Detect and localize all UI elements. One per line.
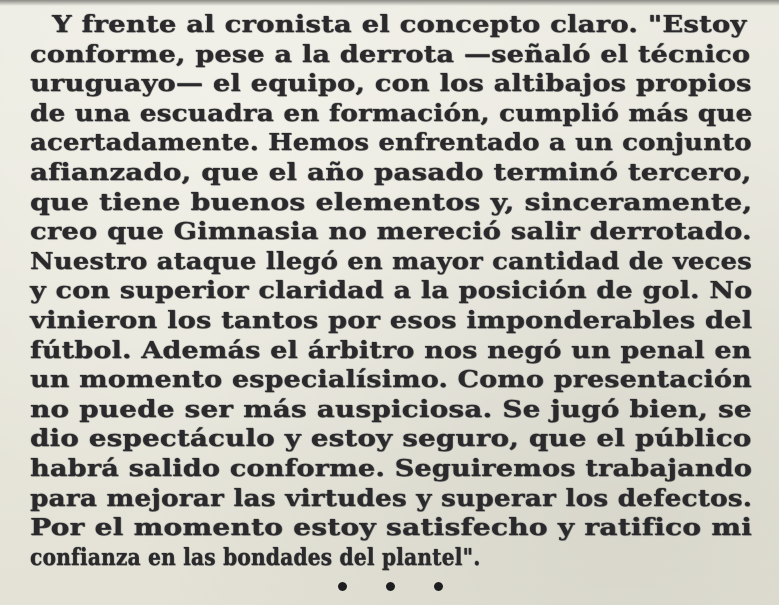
clipping-top-edge [0, 0, 779, 6]
article-line: uruguayo— el equipo, con los altibajos propios [30, 69, 752, 98]
article-line: para mejorar las virtudes y superar los defectos. [30, 483, 753, 512]
three-dot-separator-icon [330, 577, 460, 593]
article-line: Por el momento estoy satisfecho y ratifico mi [30, 513, 753, 542]
article-line: conforme, pese a la derrota —señaló el técnico [30, 39, 751, 68]
article-line: acertadamente. Hemos enfrentado a un conjunto [30, 128, 752, 157]
article-line: fútbol. Además el árbitro nos negó un penal en [30, 335, 752, 364]
article-line: confianza en las bondades del plantel". [30, 542, 481, 571]
article-line: afianzado, que el año pasado terminó tercero, [30, 157, 752, 186]
article-line: vinieron los tantos por esos imponderables del [30, 305, 753, 334]
separator-dot-icon [338, 582, 347, 591]
article-line: dio espectáculo y estoy seguro, que el público [30, 424, 752, 453]
article-line: Nuestro ataque llegó en mayor cantidad de veces [30, 246, 752, 275]
article-line: Y frente al cronista el concepto claro. "Estoy [52, 10, 747, 38]
article-line: creo que Gimnasia no mereció salir derrotado. [30, 217, 752, 246]
separator-dot-icon [386, 582, 395, 591]
article-line: de una escuadra en formación, cumplió más que [30, 98, 753, 127]
article-line: habrá salido conforme. Seguiremos trabajando [30, 453, 753, 482]
article-line: que tiene buenos elementos y, sinceramente, [30, 187, 753, 216]
article-line: un momento especialísimo. Como presentación [30, 365, 752, 394]
article-line: y con superior claridad a la posición de gol. No [30, 276, 753, 305]
article-text [0, 10, 779, 572]
article-line: no puede ser más auspiciosa. Se jugó bien, se [30, 394, 752, 423]
separator-dot-icon [434, 582, 443, 591]
